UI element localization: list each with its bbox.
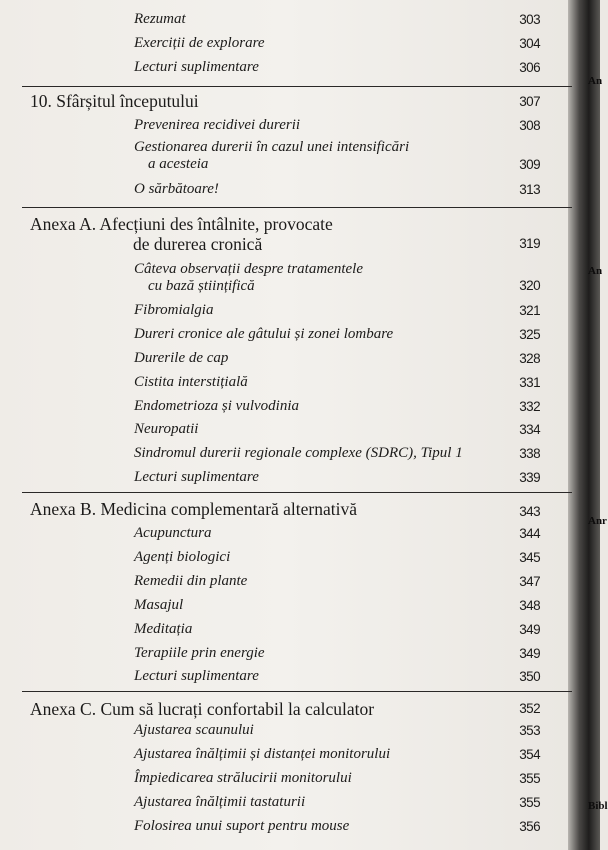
toc-entry-title (134, 139, 494, 173)
toc-page-number: 309 (519, 157, 540, 172)
toc-page-number: 308 (519, 118, 540, 133)
toc-entry-title (134, 469, 494, 486)
toc-title-line: Terapiile prin energie (134, 645, 265, 661)
toc-page-number: 347 (519, 574, 540, 589)
toc-page-number: 345 (519, 550, 540, 565)
toc-page-number: 339 (519, 470, 540, 485)
toc-title-line: Masajul (134, 597, 184, 613)
toc-entry-title (134, 525, 494, 542)
toc-entry-title (134, 746, 494, 763)
toc-page-number: 355 (519, 795, 540, 810)
toc-entry-title (134, 668, 494, 685)
toc-page-number: 332 (519, 399, 540, 414)
toc-entry-title (134, 11, 494, 28)
toc-entry-title (134, 181, 494, 198)
toc-entry-title (134, 722, 494, 739)
toc-title-line: Ajustarea înălțimii și distanței monitorului (134, 746, 391, 762)
toc-page-number: 304 (519, 36, 540, 51)
section-divider (22, 492, 572, 493)
toc-entry-title (134, 794, 494, 811)
toc-entry-title (134, 421, 494, 438)
toc-title-line: Sindromul durerii regionale complexe (SDRC), Tipul 1 (134, 445, 463, 461)
toc-title-continuation: a acesteia (148, 156, 209, 172)
toc-entry-title (134, 350, 494, 367)
facing-page-gutter (568, 0, 603, 850)
toc-title-line: Anexa A. Afecțiuni des întâlnite, provocate (30, 214, 333, 234)
toc-entry-title (134, 597, 494, 614)
toc-page-number: 331 (519, 375, 540, 390)
toc-entry-title (134, 770, 494, 787)
toc-title-line: Prevenirea recidivei durerii (134, 117, 301, 133)
toc-title-line: Exerciții de explorare (134, 35, 265, 51)
toc-entry-title (134, 398, 494, 415)
toc-title-line: Rezumat (134, 11, 186, 27)
toc-title-line: Anexa C. Cum să lucrați confortabil la calculator (30, 699, 375, 719)
toc-title-line: Cistita interstițială (134, 374, 248, 390)
toc-title-line: Remedii din plante (134, 573, 248, 589)
toc-title-line: Meditația (134, 621, 193, 637)
toc-page-number: 307 (519, 94, 540, 109)
toc-entry-title (134, 35, 494, 52)
toc-title-line: Câteva observații despre tratamentele (134, 261, 363, 277)
section-divider (22, 691, 572, 692)
toc-entry-title (134, 59, 494, 76)
toc-entry-title (134, 261, 494, 295)
toc-page-number: 328 (519, 351, 540, 366)
toc-page-number: 321 (519, 303, 540, 318)
toc-title-line: Gestionarea durerii în cazul unei intensificări (134, 139, 410, 155)
facing-page-fragment: An (588, 75, 603, 87)
toc-page-number: 354 (519, 747, 540, 762)
toc-entry-title (134, 549, 494, 566)
toc-chapter-title (30, 91, 500, 111)
toc-title-line: Ajustarea înălțimii tastaturii (134, 794, 306, 810)
toc-page-number: 325 (519, 327, 540, 342)
toc-title-line: Fibromialgia (134, 302, 214, 318)
toc-entry-title (134, 374, 494, 391)
facing-page-fragment: Anr (588, 515, 607, 527)
facing-page-fragment: Bibl (588, 800, 608, 812)
toc-title-line: Ajustarea scaunului (134, 722, 254, 738)
toc-entry-title (134, 302, 494, 319)
toc-title-continuation: de durerea cronică (133, 234, 263, 254)
toc-page-number: 338 (519, 446, 540, 461)
toc-page-number: 355 (519, 771, 540, 786)
toc-page-number: 349 (519, 622, 540, 637)
toc-page-number: 343 (519, 504, 540, 519)
toc-title-line: Acupunctura (134, 525, 212, 541)
toc-page-number: 349 (519, 646, 540, 661)
section-divider (22, 86, 572, 87)
facing-page-fragment: An (588, 265, 603, 277)
toc-chapter-title (30, 499, 500, 519)
toc-page-number: 356 (519, 819, 540, 834)
toc-entry-title (134, 818, 494, 835)
toc-title-line: 10. Sfârșitul începutului (30, 91, 199, 111)
toc-entry-title (134, 445, 494, 462)
toc-title-line: Lecturi suplimentare (134, 668, 259, 684)
toc-title-line: Agenți biologici (134, 549, 231, 565)
toc-title-line: Anexa B. Medicina complementară alternativă (30, 499, 358, 519)
toc-page-number: 320 (519, 278, 540, 293)
toc-title-line: Folosirea unui suport pentru mouse (134, 818, 350, 834)
toc-title-line: Neuropatii (134, 421, 199, 437)
toc-title-line: Lecturi suplimentare (134, 59, 259, 75)
toc-page-number: 348 (519, 598, 540, 613)
toc-page-number: 344 (519, 526, 540, 541)
toc-page-number: 352 (519, 701, 540, 716)
toc-entry-title (134, 621, 494, 638)
toc-title-line: O sărbătoare! (134, 181, 219, 197)
toc-title-line: Endometrioza și vulvodinia (134, 398, 299, 414)
section-divider (22, 207, 572, 208)
toc-page-number: 334 (519, 422, 540, 437)
toc-title-line: Împiedicarea strălucirii monitorului (134, 770, 352, 786)
toc-title-continuation: cu bază științifică (148, 278, 255, 294)
toc-entry-title (134, 117, 494, 134)
toc-page-number: 303 (519, 12, 540, 27)
toc-page-number: 319 (519, 236, 540, 251)
toc-title-line: Durerile de cap (134, 350, 229, 366)
toc-entry-title (134, 326, 494, 343)
toc-page-number: 353 (519, 723, 540, 738)
toc-title-line: Dureri cronice ale gâtului și zonei lombare (134, 326, 394, 342)
toc-page-number: 313 (519, 182, 540, 197)
toc-chapter-title (30, 699, 500, 719)
toc-entry-title (134, 645, 494, 662)
toc-chapter-title (30, 214, 500, 254)
toc-page-number: 350 (519, 669, 540, 684)
toc-page-number: 306 (519, 60, 540, 75)
toc-entry-title (134, 573, 494, 590)
toc-title-line: Lecturi suplimentare (134, 469, 259, 485)
